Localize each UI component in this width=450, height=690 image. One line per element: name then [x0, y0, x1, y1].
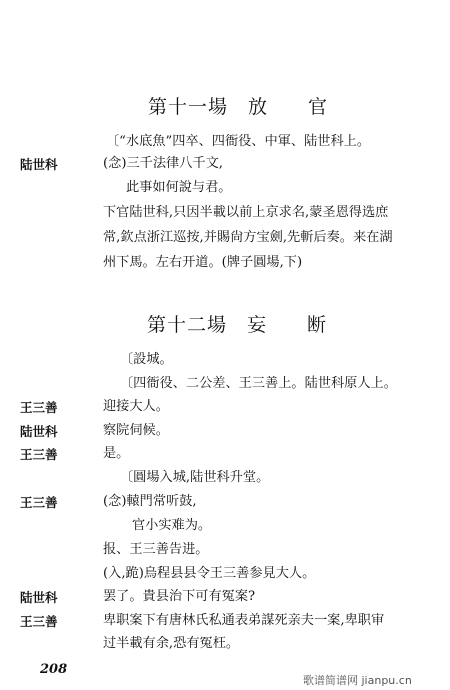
stage-direction: 〔四衙役、二公差、王三善上。陆世科原人上。 — [120, 376, 397, 391]
speaker-label: 陆世科 — [20, 157, 58, 172]
dialogue-line: 罢了。貴县治下可有冤案? — [103, 589, 256, 604]
stage-direction: 〔圓場入城,陆世科升堂。 — [120, 470, 270, 485]
scene-11-title: 第十一場 放 官 — [148, 96, 329, 118]
dialogue-line: (念)三千法律八千文, — [103, 156, 223, 171]
speaker-label: 王三善 — [20, 614, 58, 629]
dialogue-line: 常,欽点浙江巡按,并賜尙方宝劍,先斬后奏。来在湖 — [103, 230, 393, 245]
dialogue-line: (念)轅門常听鼓, — [103, 494, 197, 509]
speaker-label: 陆世科 — [20, 424, 58, 439]
speaker-label: 王三善 — [20, 447, 58, 462]
stage-direction: 〔“水底魚”四卒、四衙役、中軍、陆世科上。 — [106, 134, 371, 149]
dialogue-line: 此事如何說与君。 — [126, 180, 232, 195]
dialogue-line: 官小实难为。 — [132, 518, 212, 533]
stage-direction: 〔設城。 — [120, 352, 173, 367]
site-watermark: 歌谱简谱网 jianpu.cn — [303, 674, 412, 687]
dialogue-line: 报、王三善告进。 — [103, 542, 209, 557]
dialogue-line: 察院伺候。 — [103, 423, 169, 438]
page-number: 208 — [40, 662, 68, 677]
dialogue-line: 卑职案下有唐林氏私通表弟謀死亲夫一案,卑职审 — [103, 613, 385, 628]
speaker-label: 王三善 — [20, 400, 58, 415]
dialogue-line: 州下馬。左右开道。(牌子圓場,下) — [103, 255, 303, 270]
dialogue-line: 是。 — [103, 446, 130, 461]
scene-12-title: 第十二場 妄 断 — [147, 314, 328, 336]
dialogue-line: (入,跪)烏程县县令王三善参見大人。 — [103, 566, 316, 581]
dialogue-line: 迎接大人。 — [103, 399, 169, 414]
speaker-label: 陆世科 — [20, 590, 58, 605]
dialogue-line: 过半載有余,恐有冤枉。 — [103, 636, 240, 651]
dialogue-line: 下官陆世科,只因半載以前上京求名,蒙圣恩得选庶 — [103, 205, 389, 220]
speaker-label: 王三善 — [20, 495, 58, 510]
